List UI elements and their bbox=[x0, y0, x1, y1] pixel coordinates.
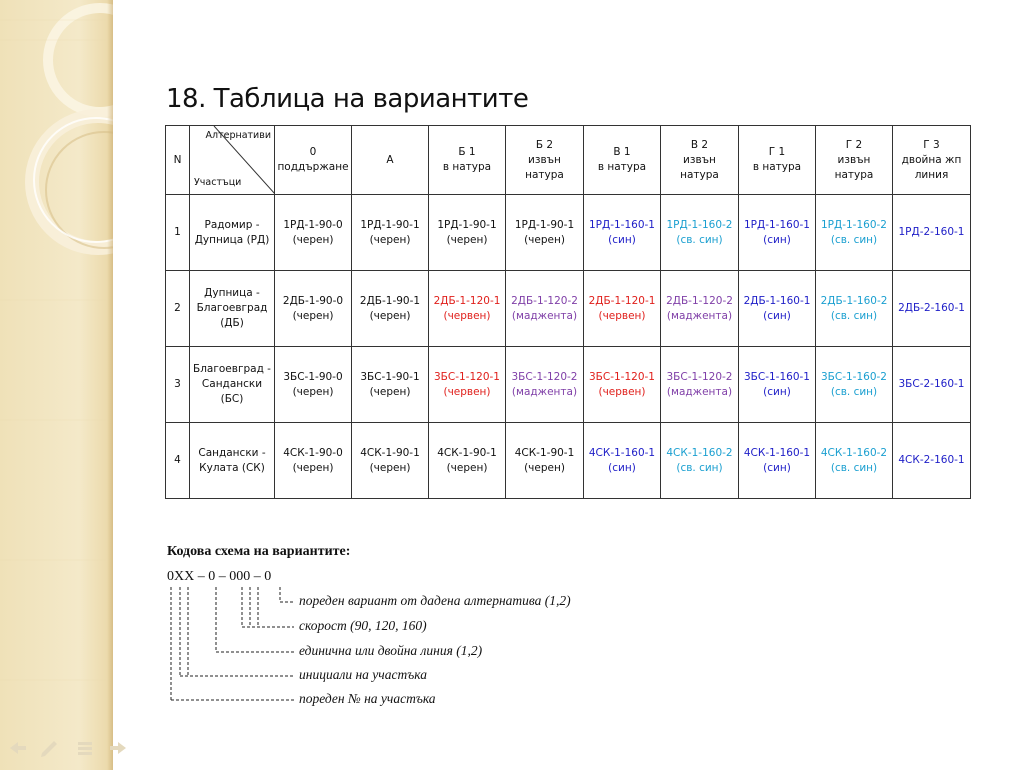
variant-code: 4СК-2-160-1 bbox=[898, 454, 965, 466]
legend-speed: скорост (90, 120, 160) bbox=[299, 618, 427, 633]
variant-color-label: (св. син) bbox=[830, 461, 878, 474]
header-text: двойна жп bbox=[901, 153, 962, 166]
header-n: N bbox=[166, 126, 190, 195]
variant-color-label: (черен) bbox=[292, 309, 334, 322]
section-text: Благоевград bbox=[196, 302, 268, 314]
variant-code: 1РД-1-90-0 bbox=[283, 218, 343, 231]
header-sections: Участъци bbox=[194, 177, 242, 188]
variant-code: 1РД-1-160-1 bbox=[744, 218, 810, 231]
variant-color-label: (маджента) bbox=[511, 385, 578, 398]
legend-variant: пореден вариант от дадена алтернатива (1,2) bbox=[299, 593, 571, 608]
header-text: извън bbox=[683, 153, 716, 166]
variant-color-label: (червен) bbox=[443, 385, 491, 398]
variant-code: 3БС-1-90-1 bbox=[360, 370, 420, 383]
variant-code: 3БС-1-160-2 bbox=[821, 370, 887, 383]
variant-color-label: (черен) bbox=[369, 309, 411, 322]
variant-code: 3БС-1-160-1 bbox=[744, 370, 810, 383]
header-text: В 2 bbox=[690, 138, 709, 151]
section-text: Дупница - bbox=[204, 287, 260, 299]
variant-code: 2ДБ-1-120-2 bbox=[511, 294, 578, 307]
menu-icon[interactable] bbox=[78, 742, 92, 755]
variant-code: 4СК-1-160-1 bbox=[743, 446, 811, 459]
variant-color-label: (маджента) bbox=[666, 385, 733, 398]
variant-code: 1РД-1-90-1 bbox=[437, 218, 497, 231]
variant-code: 3БС-2-160-1 bbox=[898, 378, 965, 390]
section-text: Дупница (РД) bbox=[194, 233, 270, 246]
variant-code: 3БС-1-120-1 bbox=[589, 370, 655, 383]
header-text: в натура bbox=[442, 161, 492, 173]
variant-color-label: (син) bbox=[763, 309, 791, 322]
variant-color-label: (черен) bbox=[292, 461, 334, 474]
variant-color-label: (черен) bbox=[369, 233, 411, 246]
slide-navigation bbox=[8, 738, 128, 758]
section-text: Сандански - bbox=[198, 446, 266, 459]
header-text: извън bbox=[528, 153, 561, 166]
variant-color-label: (син) bbox=[608, 461, 636, 474]
variant-color-label: (син) bbox=[608, 233, 636, 246]
header-text: А bbox=[386, 153, 394, 166]
variant-code: 2ДБ-1-90-1 bbox=[359, 294, 421, 307]
header-text: Г 3 bbox=[923, 138, 940, 151]
variant-color-label: (син) bbox=[763, 233, 791, 246]
variant-code: 1РД-1-160-2 bbox=[666, 218, 733, 231]
header-text: Г 1 bbox=[768, 146, 786, 158]
arrow-left-icon[interactable] bbox=[10, 742, 26, 754]
variant-code: 1РД-1-160-2 bbox=[821, 218, 887, 231]
variant-code: 4СК-1-90-1 bbox=[360, 446, 420, 459]
variant-color-label: (черен) bbox=[292, 385, 334, 398]
header-text: 0 bbox=[309, 146, 317, 158]
variant-code: 3БС-1-120-2 bbox=[511, 370, 578, 383]
page-title: 18. Таблица на вариантите bbox=[166, 84, 529, 114]
variant-color-label: (черен) bbox=[524, 461, 565, 474]
variant-code: 4СК-1-160-2 bbox=[666, 446, 733, 459]
variant-code: 1РД-2-160-1 bbox=[898, 226, 965, 238]
variant-color-label: (червен) bbox=[598, 309, 646, 322]
row-number: 3 bbox=[166, 347, 190, 423]
variant-color-label: (маджента) bbox=[666, 309, 733, 322]
variant-color-label: (св. син) bbox=[830, 385, 878, 398]
variant-color-label: (черен) bbox=[292, 233, 334, 246]
row-number: 1 bbox=[166, 195, 190, 271]
variant-color-label: (черен) bbox=[524, 233, 565, 246]
variant-code: 2ДБ-2-160-1 bbox=[898, 302, 965, 314]
variant-code: 1РД-1-160-1 bbox=[589, 218, 655, 231]
variant-code: 2ДБ-1-160-2 bbox=[820, 294, 888, 307]
variant-code: 2ДБ-1-120-1 bbox=[433, 294, 501, 307]
variant-color-label: (син) bbox=[763, 461, 791, 474]
variant-color-label: (червен) bbox=[443, 309, 491, 322]
variant-code: 3БС-1-120-2 bbox=[666, 370, 733, 383]
header-text: поддържане bbox=[277, 161, 349, 173]
variant-code: 1РД-1-90-1 bbox=[514, 218, 575, 231]
pen-icon[interactable] bbox=[41, 741, 57, 757]
arrow-right-icon[interactable] bbox=[110, 742, 126, 754]
row-number: 2 bbox=[166, 271, 190, 347]
header-text: Б 2 bbox=[535, 138, 554, 151]
header-text: натура bbox=[525, 168, 564, 181]
header-text: В 1 bbox=[613, 146, 631, 158]
header-text: извън bbox=[837, 153, 871, 166]
header-alternatives: Алтернативи bbox=[205, 130, 271, 141]
section-text: Благоевград - bbox=[193, 363, 271, 375]
variant-code: 4СК-1-160-1 bbox=[588, 446, 656, 459]
code-pattern: 0ХХ – 0 – 000 – 0 bbox=[167, 569, 272, 584]
header-text: натура bbox=[680, 168, 719, 181]
variant-color-label: (маджента) bbox=[511, 309, 578, 322]
variant-color-label: (черен) bbox=[446, 233, 488, 246]
variant-code: 4СК-1-90-1 bbox=[437, 446, 497, 459]
section-text: Сандански bbox=[201, 378, 263, 390]
variant-code: 2ДБ-1-120-1 bbox=[588, 294, 656, 307]
header-text: натура bbox=[834, 168, 874, 181]
header-text: в натура bbox=[597, 161, 647, 173]
variant-color-label: (св. син) bbox=[676, 233, 723, 246]
section-text: (ДБ) bbox=[220, 317, 244, 329]
variant-code: 3БС-1-90-0 bbox=[283, 370, 343, 383]
code-scheme-title: Кодова схема на вариантите: bbox=[167, 544, 351, 559]
section-text: Радомир - bbox=[204, 218, 260, 231]
variant-code: 2ДБ-1-120-2 bbox=[666, 294, 733, 307]
variant-code: 4СК-1-90-0 bbox=[283, 446, 343, 459]
legend-line-type: единична или двойна линия (1,2) bbox=[299, 643, 483, 658]
header-text: в натура bbox=[752, 161, 802, 173]
variant-color-label: (черен) bbox=[446, 461, 488, 474]
variant-color-label: (св. син) bbox=[830, 233, 878, 246]
section-text: Кулата (СК) bbox=[199, 461, 265, 474]
row-number: 4 bbox=[166, 423, 190, 499]
header-text: Б 1 bbox=[458, 146, 476, 158]
variant-color-label: (св. син) bbox=[676, 461, 723, 474]
variant-color-label: (червен) bbox=[598, 385, 646, 398]
variant-code: 4СК-1-160-2 bbox=[820, 446, 888, 459]
variant-code: 4СК-1-90-1 bbox=[514, 446, 575, 459]
legend-section-number: пореден № на участъка bbox=[299, 691, 436, 706]
variant-code: 3БС-1-120-1 bbox=[434, 370, 500, 383]
variant-color-label: (черен) bbox=[369, 461, 411, 474]
header-text: линия bbox=[914, 168, 949, 181]
variant-code: 2ДБ-1-160-1 bbox=[743, 294, 811, 307]
variant-color-label: (син) bbox=[763, 385, 791, 398]
variant-code: 1РД-1-90-1 bbox=[360, 218, 420, 231]
variant-code: 2ДБ-1-90-0 bbox=[282, 294, 344, 307]
legend-initials: инициали на участъка bbox=[299, 667, 427, 682]
variant-color-label: (черен) bbox=[369, 385, 411, 398]
section-text: (БС) bbox=[220, 393, 244, 405]
header-text: Г 2 bbox=[845, 138, 863, 151]
variant-color-label: (св. син) bbox=[830, 309, 878, 322]
